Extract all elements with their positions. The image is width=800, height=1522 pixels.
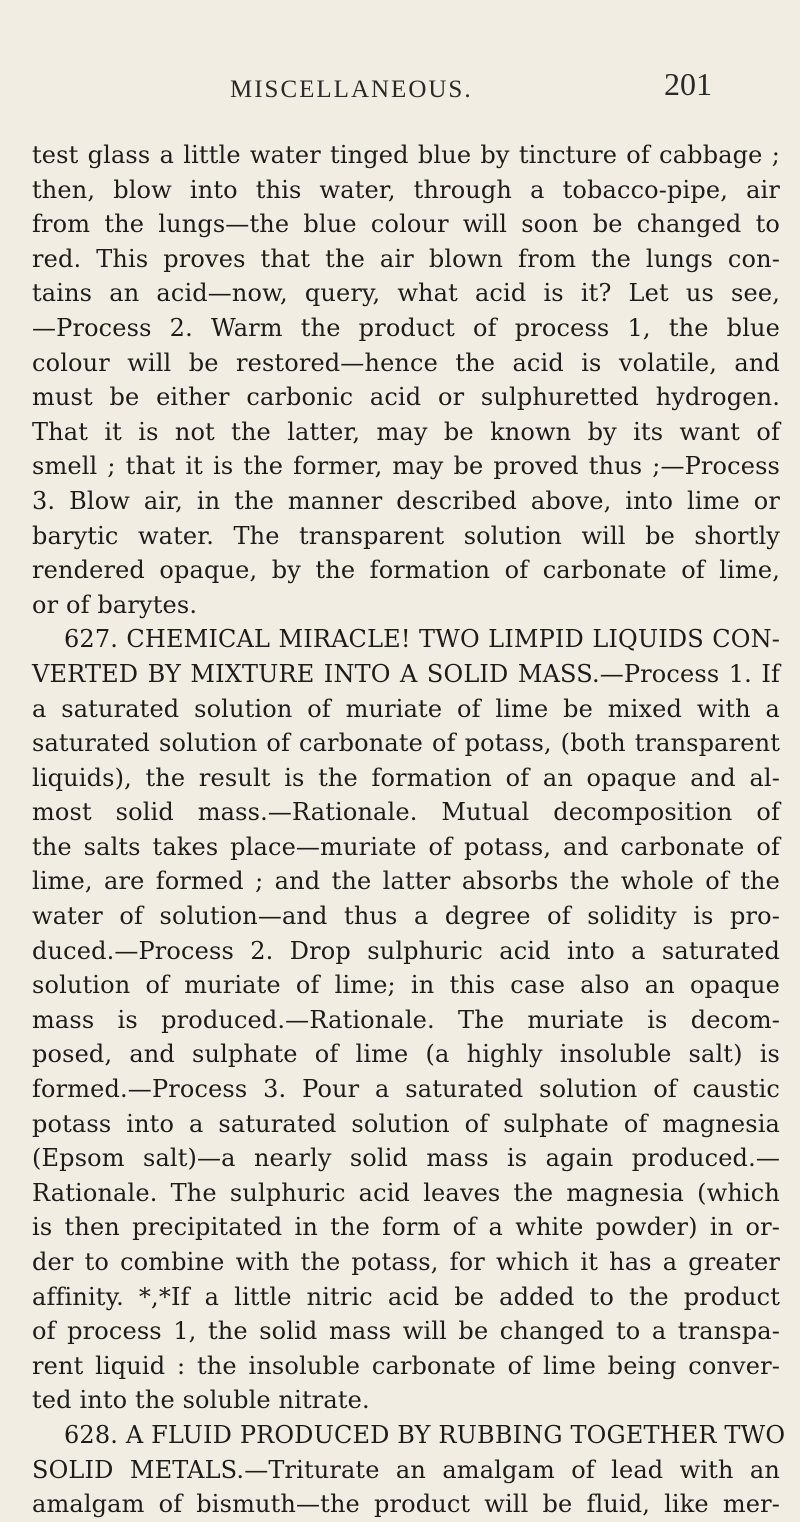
text-line: is then precipitated in the form of a white powder) in or- <box>32 1213 780 1242</box>
text-line: then, blow into this water, through a tobacco-pipe, air <box>32 175 780 204</box>
text-line: 3. Blow air, in the manner described above, into lime or <box>32 486 780 515</box>
text-line: VERTED BY MIXTURE INTO A SOLID MASS.—Process 1. If <box>32 659 780 688</box>
section-heading-627: 627. CHEMICAL MIRACLE! TWO LIMPID LIQUIDS CON- <box>64 625 780 654</box>
text-line: posed, and sulphate of lime (a highly insoluble salt) is <box>32 1040 780 1069</box>
text-line: from the lungs—the blue colour will soon be changed to <box>32 210 780 239</box>
text-line: (Epsom salt)—a nearly solid mass is again produced.— <box>32 1144 780 1173</box>
text-line: ted into the soluble nitrate. <box>32 1386 370 1415</box>
text-line: test glass a little water tinged blue by tincture of cabbage ; <box>32 141 780 169</box>
text-line: saturated solution of carbonate of potass, (both transparent <box>32 729 780 758</box>
text-line: That it is not the latter, may be known by its want of <box>32 417 780 446</box>
text-line: der to combine with the potass, for which it has a greater <box>32 1248 780 1276</box>
text-line: Rationale. The sulphuric acid leaves the magnesia (which <box>32 1178 780 1207</box>
text-line: formed.—Process 3. Pour a saturated solution of caustic <box>32 1075 780 1104</box>
text-line: rendered opaque, by the formation of carbonate of lime, <box>32 556 780 585</box>
body-text <box>32 138 786 1522</box>
text-line: amalgam of bismuth—the product will be fluid, like mer- <box>32 1490 780 1519</box>
text-line: tains an acid—now, query, what acid is it? Let us see, <box>32 279 780 308</box>
text-line: affinity. *,*If a little nitric acid be added to the product <box>32 1282 780 1311</box>
text-line: duced.—Process 2. Drop sulphuric acid into a saturated <box>32 936 780 965</box>
text-line: water of solution—and thus a degree of solidity is pro- <box>32 902 780 931</box>
text-line: smell ; that it is the former, may be proved thus ;—Process <box>32 452 780 481</box>
text-line: potass into a saturated solution of sulphate of magnesia <box>32 1109 780 1138</box>
text-line: rent liquid : the insoluble carbonate of lime being conver- <box>32 1351 780 1380</box>
text-line: colour will be restored—hence the acid is volatile, and <box>32 348 780 377</box>
text-line: the salts takes place—muriate of potass, and carbonate of <box>32 832 780 861</box>
section-heading-628: 628. A FLUID PRODUCED BY RUBBING TOGETHER TWO <box>64 1420 786 1449</box>
text-line: mass is produced.—Rationale. The muriate is decom- <box>32 1005 780 1034</box>
text-line: red. This proves that the air blown from the lungs con- <box>32 244 780 273</box>
text-line: or of barytes. <box>32 590 198 619</box>
text-line: a saturated solution of muriate of lime be mixed with a <box>32 694 780 723</box>
text-line: must be either carbonic acid or sulphuretted hydrogen. <box>32 383 780 412</box>
running-head: MISCELLANEOUS. <box>230 76 473 103</box>
text-line: —Process 2. Warm the product of process 1, the blue <box>32 313 780 342</box>
text-line: SOLID METALS.—Triturate an amalgam of lead with an <box>32 1455 780 1484</box>
text-line: lime, are formed ; and the latter absorbs the whole of the <box>32 867 780 896</box>
text-line: liquids), the result is the formation of an opaque and al- <box>32 763 780 792</box>
text-line: barytic water. The transparent solution will be shortly <box>32 521 780 550</box>
text-line: of process 1, the solid mass will be changed to a transpa- <box>32 1317 780 1346</box>
text-line: solution of muriate of lime; in this case also an opaque <box>32 971 780 1000</box>
page-header <box>230 66 760 106</box>
page-number: 201 <box>664 66 712 102</box>
text-line: most solid mass.—Rationale. Mutual decomposition of <box>32 798 780 827</box>
